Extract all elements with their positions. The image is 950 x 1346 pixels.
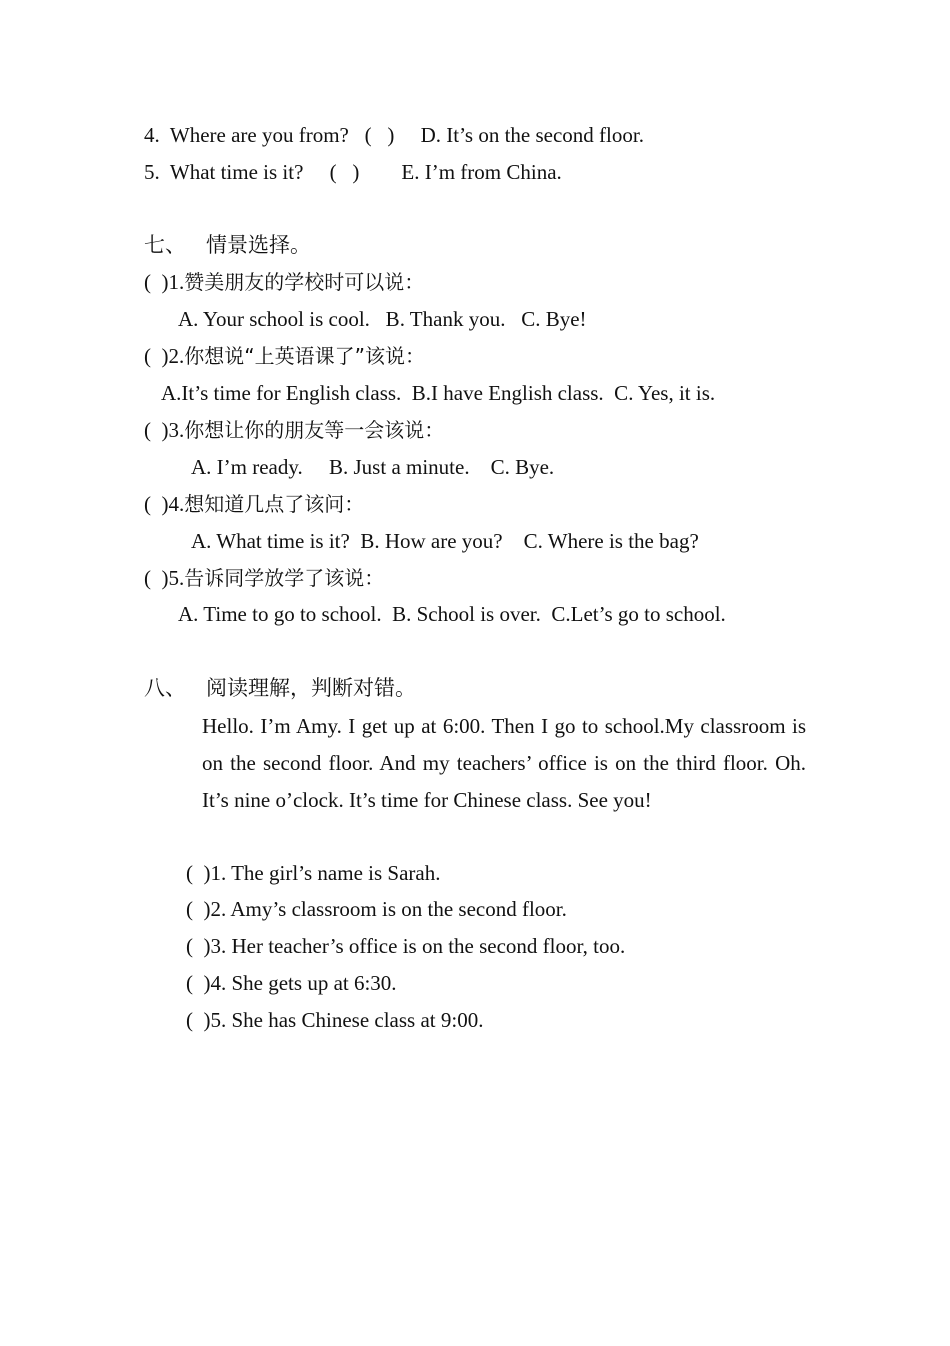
question-prefix: ( )5.: [144, 566, 185, 590]
section-7-question-4: [144, 490, 364, 518]
section-7-options-5: A. Time to go to school. B. School is over. C.Let’s go to school.: [178, 602, 726, 626]
question-text: 想知道几点了该问：: [184, 492, 365, 516]
question-prefix: ( )1.: [144, 270, 185, 294]
statement-4: ( )4. She gets up at 6:30.: [186, 971, 397, 995]
section-7-question-3: [144, 416, 444, 444]
section-7-options-1: A. Your school is cool. B. Thank you. C. Bye!: [178, 307, 587, 331]
section-7-question-1: [144, 268, 424, 296]
section-7-options-4: A. What time is it? B. How are you? C. Where is the bag?: [191, 529, 699, 553]
question-prefix: ( )4.: [144, 492, 185, 516]
question-prefix: ( )2.: [144, 344, 185, 368]
section-7-question-2: [144, 342, 425, 370]
section-8-heading: 八、 阅读理解，判断对错。: [144, 676, 417, 700]
section-7-heading: 七、 情景选择。: [144, 233, 312, 257]
statement-1: ( )1. The girl’s name is Sarah.: [186, 861, 441, 885]
question-text: 赞美朋友的学校时可以说：: [184, 270, 425, 294]
section-7-question-5: [144, 564, 384, 592]
question-text: 你想让你的朋友等一会该说：: [184, 418, 445, 442]
question-text: 告诉同学放学了该说：: [184, 566, 385, 590]
section-7-options-2: A.It’s time for English class. B.I have English class. C. Yes, it is.: [161, 381, 716, 405]
statement-5: ( )5. She has Chinese class at 9:00.: [186, 1008, 484, 1032]
statement-3: ( )3. Her teacher’s office is on the second floor, too.: [186, 934, 626, 958]
section-7-options-3: A. I’m ready. B. Just a minute. C. Bye.: [191, 455, 555, 479]
question-text: 你想说“上英语课了”该说：: [184, 344, 425, 368]
reading-passage: Hello. I’m Amy. I get up at 6:00. Then I go to school.My classroom is on the second floor. And my teachers’ office is on the third floor. Oh. It’s nine o’clock. It’s time for Chinese class. See you!: [202, 714, 806, 812]
matching-question-5: 5. What time is it? ( ) E. I’m from China.: [144, 160, 562, 184]
matching-question-4: 4. Where are you from? ( ) D. It’s on the second floor.: [144, 123, 644, 147]
question-prefix: ( )3.: [144, 418, 185, 442]
statement-2: ( )2. Amy’s classroom is on the second floor.: [186, 897, 567, 921]
